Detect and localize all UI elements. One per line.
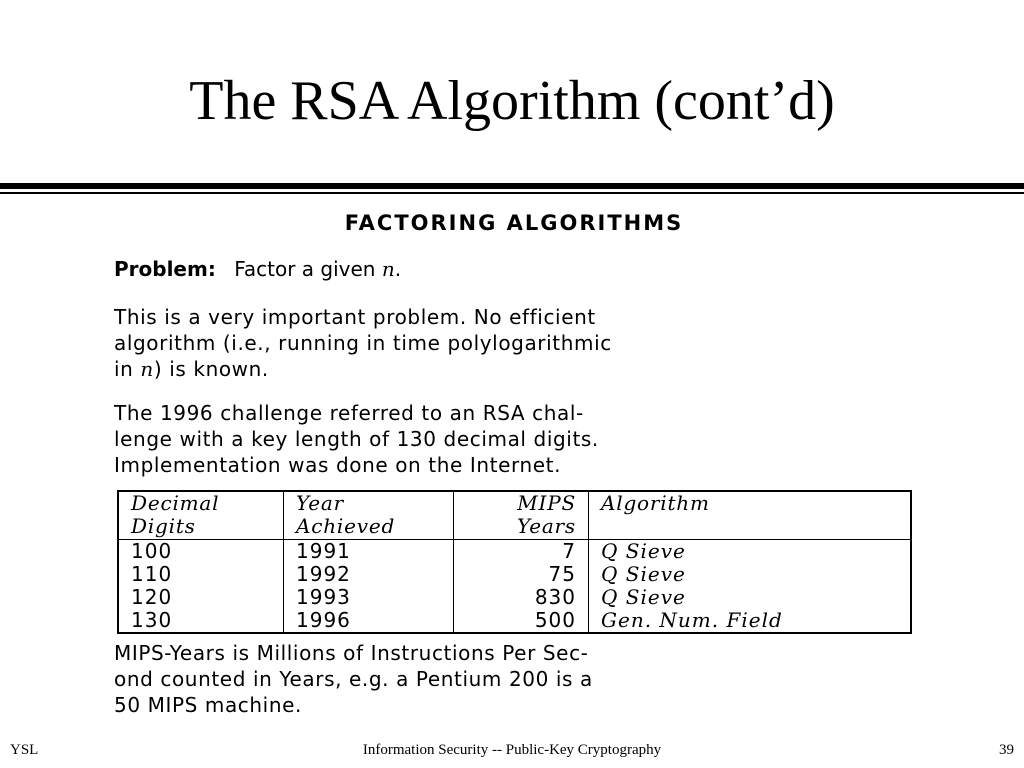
- paragraph-text: ) is known.: [153, 357, 269, 381]
- table-row: [118, 563, 911, 586]
- cell-algorithm: Q Sieve: [589, 586, 912, 609]
- problem-variable: n: [381, 257, 395, 281]
- paragraph-importance: [114, 304, 914, 382]
- cell-algorithm: Q Sieve: [589, 540, 912, 564]
- column-header-mips: Years: [454, 515, 589, 540]
- paragraph-variable: n: [140, 357, 154, 381]
- column-header-mips: MIPS: [454, 491, 589, 515]
- problem-statement: [114, 256, 914, 282]
- problem-label: Problem:: [114, 257, 216, 281]
- slide-footer: [0, 742, 1024, 762]
- cell-mips: 830: [454, 586, 589, 609]
- slide-content: [114, 206, 914, 736]
- paragraph-line: This is a very important problem. No efficient: [114, 305, 596, 329]
- cell-year: 1996: [284, 609, 454, 633]
- paragraph-line: lenge with a key length of 130 decimal digits.: [114, 427, 599, 451]
- column-header-digits: Digits: [118, 515, 284, 540]
- paragraph-challenge: [114, 400, 914, 478]
- table-row: [118, 540, 911, 564]
- paragraph-line: 50 MIPS machine.: [114, 693, 302, 717]
- cell-algorithm: Gen. Num. Field: [589, 609, 912, 633]
- paragraph-line: algorithm (i.e., running in time polylogarithmic: [114, 331, 612, 355]
- cell-mips: 500: [454, 609, 589, 633]
- column-header-digits: Decimal: [131, 491, 220, 515]
- problem-end: .: [394, 257, 402, 281]
- paragraph-mips-definition: [114, 640, 914, 718]
- paragraph-line: Implementation was done on the Internet.: [114, 453, 562, 477]
- cell-digits: 120: [131, 585, 173, 609]
- cell-year: 1991: [284, 540, 454, 564]
- table-row: [118, 609, 911, 633]
- table-header-row: [118, 491, 911, 515]
- factoring-records-table: [117, 490, 912, 634]
- column-header-year: Achieved: [284, 515, 454, 540]
- paragraph-line: [114, 356, 914, 382]
- cell-mips: 75: [454, 563, 589, 586]
- problem-text: Factor a given: [234, 257, 376, 281]
- cell-digits: 110: [131, 562, 173, 586]
- paragraph-text: in: [114, 357, 134, 381]
- footer-author: YSL: [10, 742, 39, 758]
- column-header-algorithm: [589, 515, 912, 540]
- title-divider-thin: [0, 192, 1024, 194]
- paragraph-line: MIPS-Years is Millions of Instructions Per Sec-: [114, 641, 589, 665]
- footer-page-number: 39: [999, 742, 1014, 758]
- column-header-algorithm: Algorithm: [589, 491, 912, 515]
- table-row: [118, 586, 911, 609]
- table-header-row: [118, 515, 911, 540]
- cell-mips: 7: [454, 540, 589, 564]
- slide-title: The RSA Algorithm (cont’d): [189, 70, 835, 132]
- title-divider-thick: [0, 183, 1024, 189]
- cell-year: 1992: [284, 563, 454, 586]
- cell-year: 1993: [284, 586, 454, 609]
- cell-digits: 100: [131, 539, 173, 563]
- cell-algorithm: Q Sieve: [589, 563, 912, 586]
- paragraph-line: The 1996 challenge referred to an RSA chal-: [114, 401, 584, 425]
- paragraph-line: ond counted in Years, e.g. a Pentium 200 is a: [114, 667, 593, 691]
- section-heading: FACTORING ALGORITHMS: [344, 211, 684, 235]
- footer-course-title: Information Security -- Public-Key Cryptography: [362, 742, 662, 758]
- cell-digits: 130: [131, 608, 173, 632]
- column-header-year: Year: [284, 491, 454, 515]
